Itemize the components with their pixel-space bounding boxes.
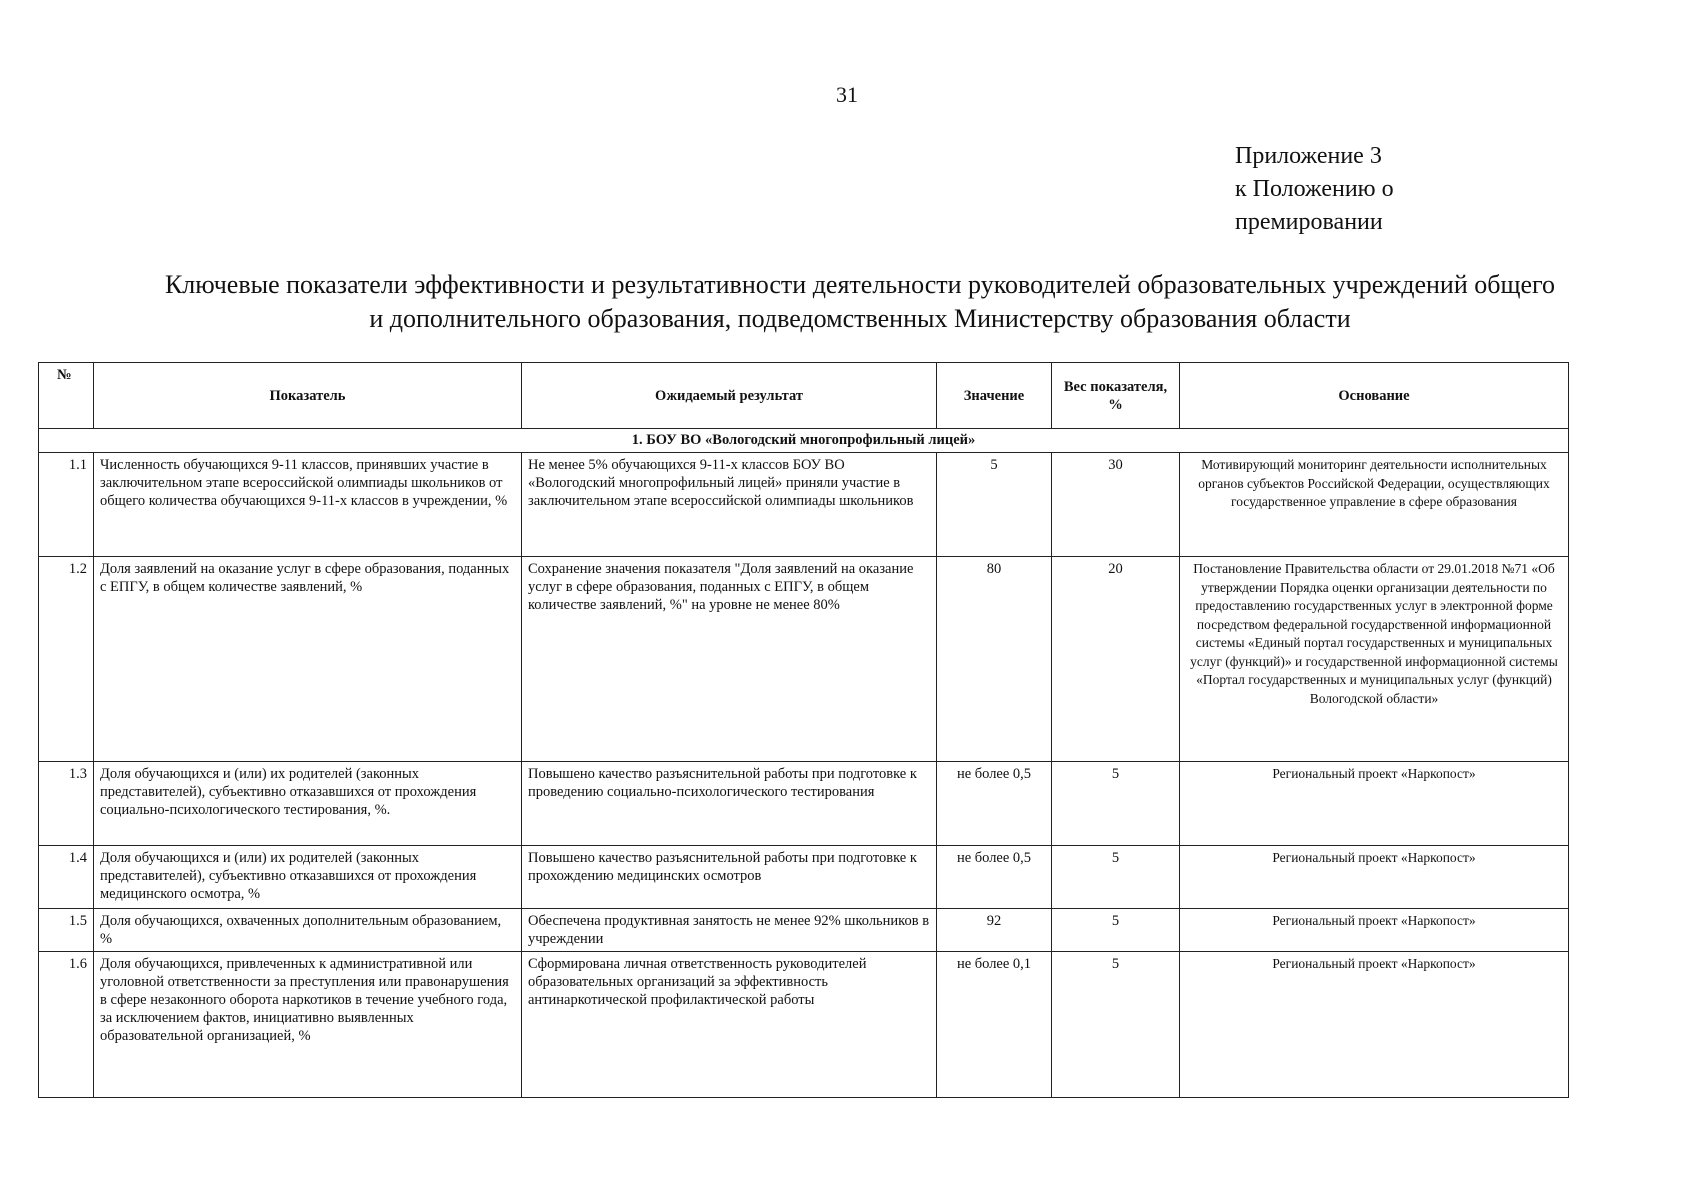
- row-num: 1.5: [39, 909, 94, 952]
- row-indicator: Доля обучающихся и (или) их родителей (законных представителей), субъективно отказавшихся от прохождения медицинского осмотра, %: [94, 846, 522, 909]
- row-indicator: Доля заявлений на оказание услуг в сфере образования, поданных с ЕПГУ, в общем количестве заявлений, %: [94, 557, 522, 762]
- row-indicator: Численность обучающихся 9-11 классов, принявших участие в заключительном этапе всероссийской олимпиады школьников от общего количества обучающихся 9-11-х классов в учреждении, %: [94, 453, 522, 557]
- header-weight: Вес показателя, %: [1052, 363, 1180, 429]
- row-weight: 5: [1052, 909, 1180, 952]
- row-num: 1.3: [39, 762, 94, 846]
- row-value: 80: [937, 557, 1052, 762]
- row-indicator: Доля обучающихся, привлеченных к административной или уголовной ответственности за преступления или правонарушения в сфере незаконного оборота наркотиков в течение учебного года, за исключением фактов, инициативно выявленных образовательной организацией, %: [94, 952, 522, 1098]
- table-row: [39, 846, 1569, 909]
- row-expected-result: Не менее 5% обучающихся 9-11-х классов БОУ ВО «Вологодский многопрофильный лицей» приняли участие в заключительном этапе всероссийской олимпиады школьников: [522, 453, 937, 557]
- table-row: [39, 952, 1569, 1098]
- table-row: [39, 453, 1569, 557]
- row-num: 1.4: [39, 846, 94, 909]
- row-expected-result: Повышено качество разъяснительной работы при подготовке к прохождению медицинских осмотров: [522, 846, 937, 909]
- title-line-2: и дополнительного образования, подведомственных Министерству образования области: [369, 304, 1351, 333]
- header-value: Значение: [937, 363, 1052, 429]
- row-num: 1.6: [39, 952, 94, 1098]
- row-weight: 20: [1052, 557, 1180, 762]
- row-value: 5: [937, 453, 1052, 557]
- row-value: 92: [937, 909, 1052, 952]
- document-title: [40, 268, 1680, 336]
- row-indicator: Доля обучающихся и (или) их родителей (законных представителей), субъективно отказавшихся от прохождения социально-психологического тестирования, %.: [94, 762, 522, 846]
- appendix-line-3: премировании: [1235, 209, 1383, 235]
- table-row: [39, 909, 1569, 952]
- row-num: 1.2: [39, 557, 94, 762]
- kpi-table: [38, 362, 1569, 1098]
- row-weight: 5: [1052, 762, 1180, 846]
- table-header-row: [39, 363, 1569, 429]
- row-expected-result: Обеспечена продуктивная занятость не менее 92% школьников в учреждении: [522, 909, 937, 952]
- header-num: №: [39, 363, 94, 429]
- table-row: [39, 557, 1569, 762]
- row-value: не более 0,1: [937, 952, 1052, 1098]
- row-value: не более 0,5: [937, 846, 1052, 909]
- row-basis: Региональный проект «Наркопост»: [1180, 952, 1569, 1098]
- header-basis: Основание: [1180, 363, 1569, 429]
- row-indicator: Доля обучающихся, охваченных дополнительным образованием, %: [94, 909, 522, 952]
- row-basis: Постановление Правительства области от 29.01.2018 №71 «Об утверждении Порядка оценки организации деятельности по предоставлению государственных услуг в электронной форме посредством федеральной государственной информационной системы «Единый портал государственных и муниципальных услуг (функций)» и государственной информационной системы «Портал государственных и муниципальных услуг (функций) Вологодской области»: [1180, 557, 1569, 762]
- appendix-caption: [1235, 140, 1394, 239]
- section-title: 1. БОУ ВО «Вологодский многопрофильный лицей»: [39, 429, 1569, 453]
- page-number: 31: [836, 82, 858, 107]
- title-line-1: Ключевые показатели эффективности и результативности деятельности руководителей образовательных учреждений общего: [164, 270, 1556, 299]
- row-expected-result: Сформирована личная ответственность руководителей образовательных организаций за эффективность антинаркотической профилактической работы: [522, 952, 937, 1098]
- row-weight: 5: [1052, 846, 1180, 909]
- row-weight: 30: [1052, 453, 1180, 557]
- appendix-line-2: к Положению о: [1235, 176, 1394, 202]
- appendix-line-1: Приложение 3: [1235, 143, 1382, 169]
- row-expected-result: Повышено качество разъяснительной работы при подготовке к проведению социально-психологического тестирования: [522, 762, 937, 846]
- table-row: [39, 762, 1569, 846]
- row-num: 1.1: [39, 453, 94, 557]
- row-basis: Региональный проект «Наркопост»: [1180, 909, 1569, 952]
- row-basis: Региональный проект «Наркопост»: [1180, 846, 1569, 909]
- row-expected-result: Сохранение значения показателя "Доля заявлений на оказание услуг в сфере образования, поданных с ЕПГУ, в общем количестве заявлений, %" на уровне не менее 80%: [522, 557, 937, 762]
- header-indicator: Показатель: [94, 363, 522, 429]
- row-basis: Мотивирующий мониторинг деятельности исполнительных органов субъектов Российской Федерации, осуществляющих государственное управление в сфере образования: [1180, 453, 1569, 557]
- row-basis: Региональный проект «Наркопост»: [1180, 762, 1569, 846]
- section-row: [39, 429, 1569, 453]
- header-expected-result: Ожидаемый результат: [522, 363, 937, 429]
- row-weight: 5: [1052, 952, 1180, 1098]
- row-value: не более 0,5: [937, 762, 1052, 846]
